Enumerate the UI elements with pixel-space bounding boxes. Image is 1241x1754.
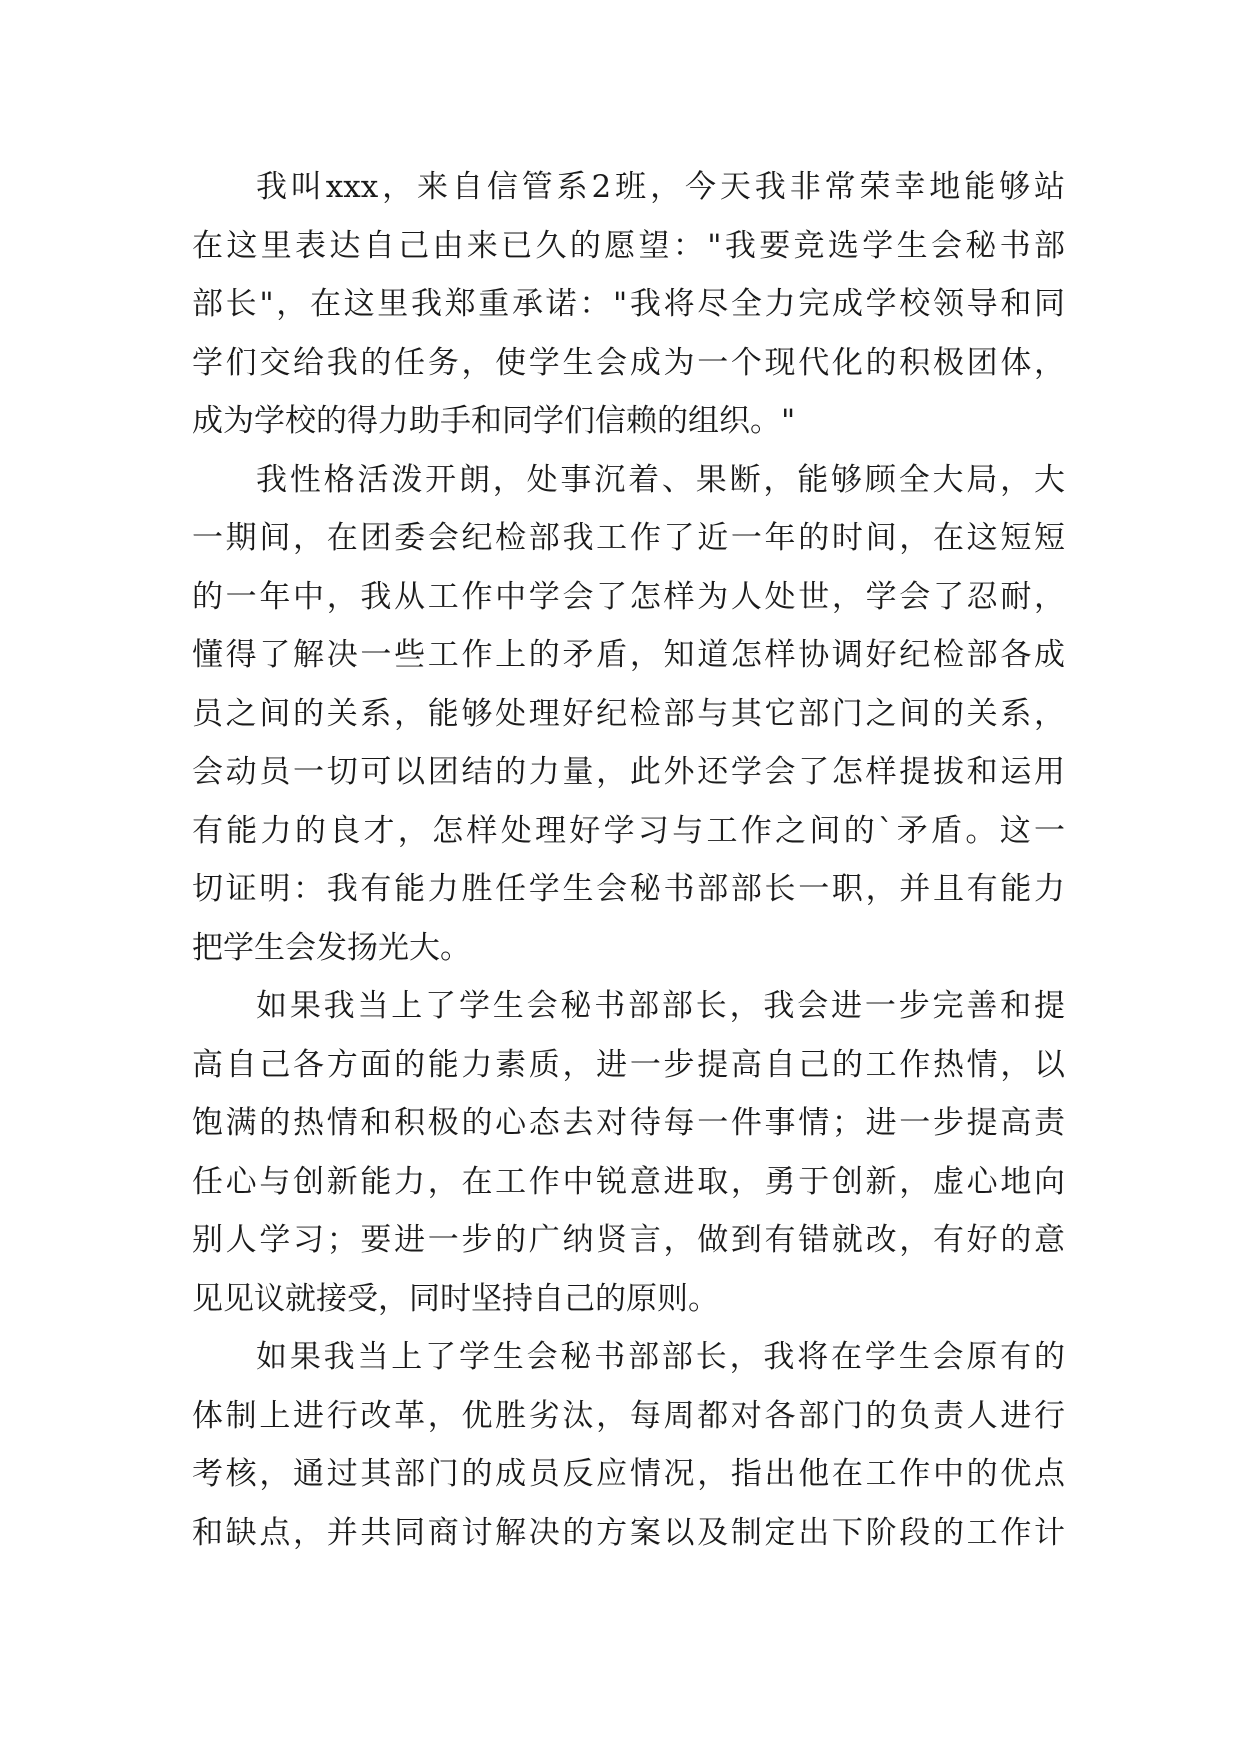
text-line: 会动员一切可以团结的力量，此外还学会了怎样提拔和运用 — [192, 754, 1065, 790]
text-line: 和缺点，并共同商讨解决的方案以及制定出下阶段的工作计 — [192, 1514, 1065, 1551]
paragraph-1 — [192, 158, 1065, 451]
text-line: 体制上进行改革，优胜劣汰，每周都对各部门的负责人进行 — [192, 1397, 1065, 1434]
paragraph-3 — [192, 977, 1065, 1328]
text-line: 如果我当上了学生会秘书部部长，我将在学生会原有的 — [256, 1339, 1065, 1375]
text-line: 懂得了解决一些工作上的矛盾，知道怎样协调好纪检部各成 — [192, 637, 1065, 673]
document-body — [192, 158, 1065, 1562]
text-line: 我叫xxx，来自信管系2班，今天我非常荣幸地能够站 — [256, 169, 1065, 205]
text-line: 见见议就接受，同时坚持自己的原则。 — [192, 1280, 719, 1317]
text-line: 切证明：我有能力胜任学生会秘书部部长一职，并且有能力 — [192, 871, 1065, 907]
text-line: 把学生会发扬光大。 — [192, 929, 471, 966]
text-line: 学们交给我的任务，使学生会成为一个现代化的积极团体， — [192, 344, 1065, 381]
text-line: 有能力的良才，怎样处理好学习与工作之间的`矛盾。这一 — [192, 812, 1065, 849]
text-line: 饱满的热情和积极的心态去对待每一件事情；进一步提高责 — [192, 1105, 1065, 1141]
text-line: 高自己各方面的能力素质，进一步提高自己的工作热情，以 — [192, 1046, 1065, 1083]
text-line: 在这里表达自己由来已久的愿望："我要竞选学生会秘书部 — [192, 227, 1065, 264]
text-line: 成为学校的得力助手和同学们信赖的组织。" — [192, 403, 796, 439]
text-line: 任心与创新能力，在工作中锐意进取，勇于创新，虚心地向 — [192, 1163, 1065, 1200]
text-line: 如果我当上了学生会秘书部部长，我会进一步完善和提 — [256, 988, 1065, 1024]
text-line: 部长"，在这里我郑重承诺："我将尽全力完成学校领导和同 — [192, 286, 1065, 322]
paragraph-2 — [192, 451, 1065, 978]
paragraph-4 — [192, 1328, 1065, 1562]
text-line: 的一年中，我从工作中学会了怎样为人处世，学会了忍耐， — [192, 578, 1065, 615]
text-line: 考核，通过其部门的成员反应情况，指出他在工作中的优点 — [192, 1456, 1065, 1492]
text-line: 别人学习；要进一步的广纳贤言，做到有错就改，有好的意 — [192, 1222, 1065, 1258]
text-line: 我性格活泼开朗，处事沉着、果断，能够顾全大局，大 — [256, 461, 1065, 498]
text-line: 一期间，在团委会纪检部我工作了近一年的时间，在这短短 — [192, 520, 1065, 556]
text-line: 员之间的关系，能够处理好纪检部与其它部门之间的关系， — [192, 695, 1065, 732]
